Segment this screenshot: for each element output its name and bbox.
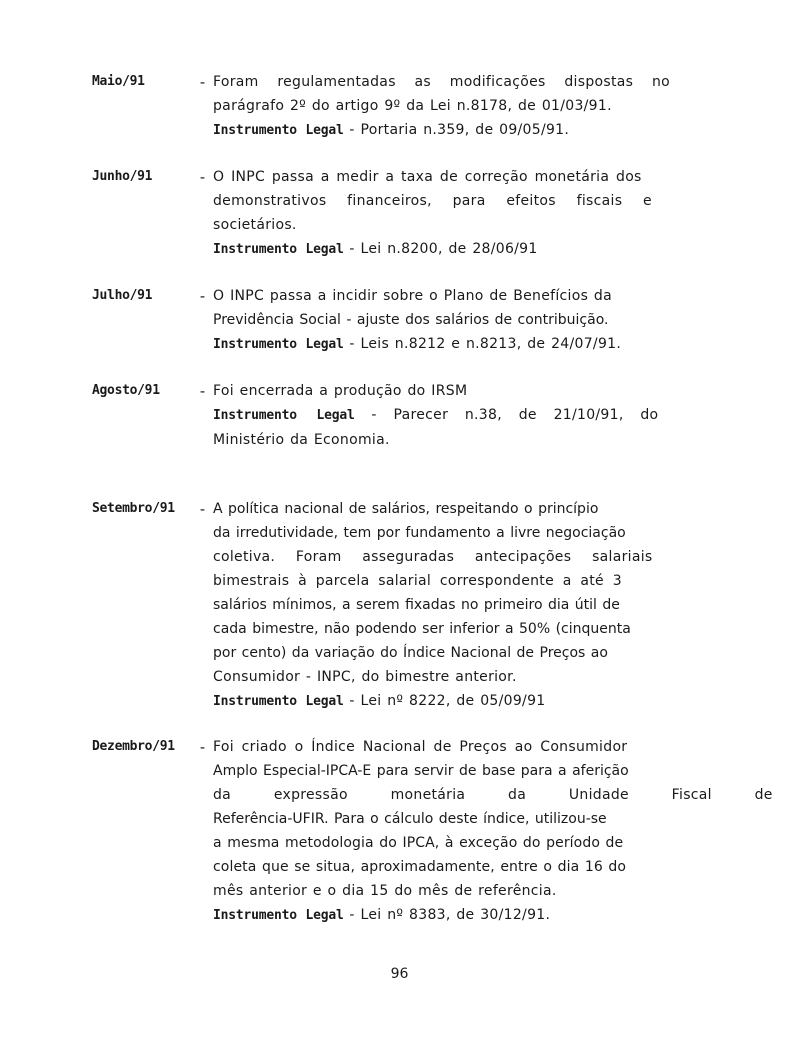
legal-text: - Leis n.8212 e n.8213, de 24/07/91. (343, 336, 622, 352)
legal-label: Instrumento Legal (213, 242, 344, 257)
entry-line: salários mínimos, a serem fixadas no primeiro dia útil de (213, 597, 620, 613)
legal-label: Instrumento Legal (213, 908, 344, 923)
legal-instrument (213, 403, 663, 428)
entry-dash: - (198, 73, 208, 91)
entry-line: O INPC passa a medir a taxa de correção monetária dos (213, 169, 642, 185)
page-number: 96 (390, 966, 409, 982)
entry-line: Amplo Especial-IPCA-E para servir de base para a aferição (213, 763, 629, 779)
entry-date: Maio/91 (92, 74, 145, 89)
entry-date: Setembro/91 (92, 501, 175, 516)
entry-line: da irredutividade, tem por fundamento a livre negociação (213, 525, 626, 541)
legal-instrument (213, 237, 663, 262)
entry-line: bimestrais à parcela salarial correspondente a até 3 (213, 573, 622, 589)
entry-line: Consumidor - INPC, do bimestre anterior. (213, 669, 517, 685)
entry-date: Dezembro/91 (92, 739, 175, 754)
entry-line: Foi criado o Índice Nacional de Preços ao Consumidor (213, 739, 628, 755)
legal-instrument (213, 118, 663, 143)
entry-body (213, 165, 663, 262)
entry-dash: - (198, 738, 208, 756)
legal-text: - Lei nº 8383, de 30/12/91. (343, 907, 551, 923)
entry-line: cada bimestre, não podendo ser inferior a 50% (cinquenta (213, 621, 631, 637)
entry-body (213, 284, 663, 357)
entry-line: mês anterior e o dia 15 do mês de referência. (213, 883, 557, 899)
entry-dash: - (198, 287, 208, 305)
legal-instrument (213, 903, 663, 928)
entry-line: coletiva. Foram asseguradas antecipações salariais (213, 549, 653, 565)
legal-label: Instrumento Legal (213, 694, 344, 709)
entry-body (213, 70, 671, 143)
entry-date: Junho/91 (92, 169, 153, 184)
legal-text: - Lei n.8200, de 28/06/91 (343, 241, 538, 257)
entry-body (213, 379, 663, 452)
entry-dash: - (198, 168, 208, 186)
entry-line: a mesma metodologia do IPCA, à exceção do período de (213, 835, 624, 851)
legal-text: - Parecer n.38, de 21/10/91, do (354, 407, 659, 423)
legal-instrument (213, 332, 663, 357)
legal-instrument (213, 689, 663, 714)
entry-body (213, 735, 773, 928)
legal-text: - Portaria n.359, de 09/05/91. (343, 122, 570, 138)
legal-label: Instrumento Legal (213, 408, 355, 423)
entry-line: O INPC passa a incidir sobre o Plano de Benefícios da (213, 288, 612, 304)
entry-line: por cento) da variação do Índice Nacional de Preços ao (213, 645, 608, 661)
entry-body (213, 497, 663, 714)
entry-line: A política nacional de salários, respeitando o princípio (213, 501, 599, 517)
entry-line: coleta que se situa, aproximadamente, entre o dia 16 do (213, 859, 627, 875)
entry-line: Referência-UFIR. Para o cálculo deste índice, utilizou-se (213, 811, 607, 827)
legal-label: Instrumento Legal (213, 123, 344, 138)
entry-line: Previdência Social - ajuste dos salários de contribuição. (213, 312, 609, 328)
entry-line: demonstrativos financeiros, para efeitos fiscais e (213, 193, 652, 209)
entry-line: parágrafo 2º do artigo 9º da Lei n.8178, de 01/03/91. (213, 98, 612, 114)
legal-label: Instrumento Legal (213, 337, 344, 352)
entry-line: Ministério da Economia. (213, 432, 390, 448)
legal-text: - Lei nº 8222, de 05/09/91 (343, 693, 546, 709)
entry-dash: - (198, 382, 208, 400)
entry-line: Foram regulamentadas as modificações dispostas no (213, 74, 671, 90)
entry-dash: - (198, 500, 208, 518)
entry-line: societários. (213, 217, 297, 233)
entry-date: Julho/91 (92, 288, 153, 303)
entry-line: da expressão monetária da Unidade Fiscal de (213, 787, 773, 803)
entry-line: Foi encerrada a produção do IRSM (213, 383, 468, 399)
entry-date: Agosto/91 (92, 383, 160, 398)
